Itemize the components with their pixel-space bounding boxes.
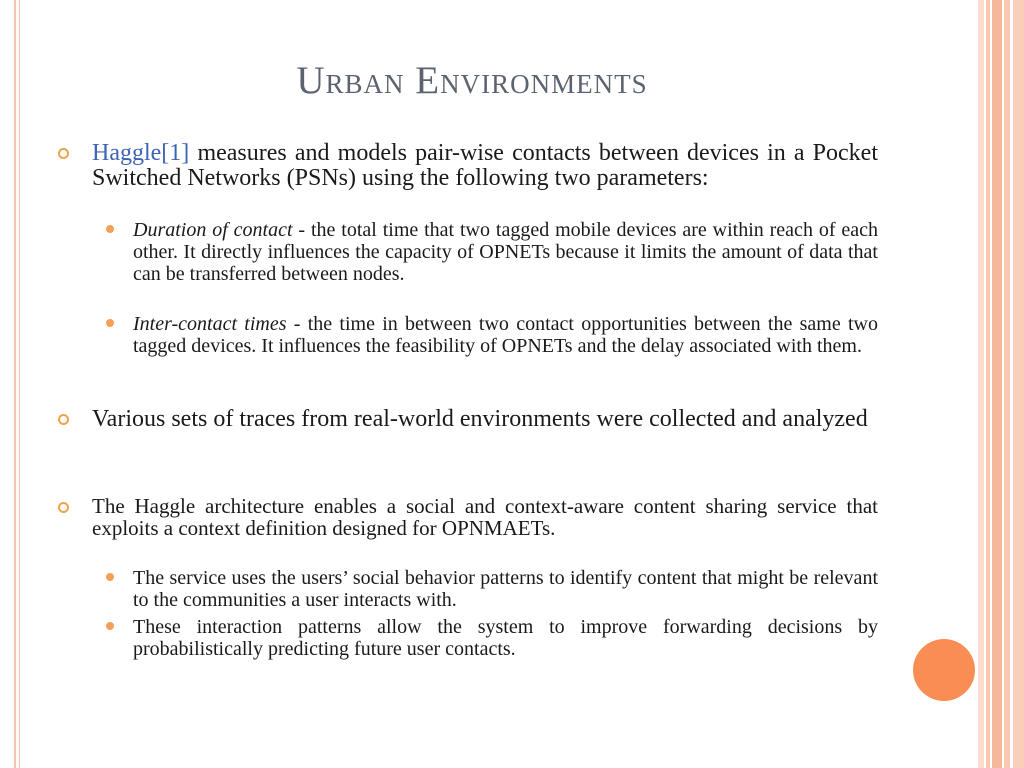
right-stripe xyxy=(1004,0,1010,768)
decorative-circle xyxy=(913,639,975,701)
right-stripe xyxy=(1013,0,1024,768)
sub-bullet-text: These interaction patterns allow the system to improve forwarding decisions by probabilistically predicting future user contacts. xyxy=(133,616,878,660)
sub-bullet-item xyxy=(100,219,878,285)
slide-title: Urban Environments xyxy=(296,59,648,102)
bullet-body: measures and models pair-wise contacts between devices in a Pocket Switched Networks (PSNs) using the following two parameters: xyxy=(92,140,878,191)
bullet-dot-icon xyxy=(106,225,114,233)
sub-bullet-text: The service uses the users’ social behavior patterns to identify content that might be relevant to the communities a user interacts with. xyxy=(133,567,878,611)
sub-bullet-item xyxy=(100,616,878,660)
bullet-ring-icon xyxy=(58,148,69,159)
right-stripe xyxy=(992,0,1002,768)
bullet-item xyxy=(60,495,878,539)
sub-bullet-item xyxy=(100,567,878,611)
sub-bullet-body: - the total time that two tagged mobile devices are within reach of each other. It directly influences the capacity of OPNETs because it limits the amount of data that can be transferred between nodes. xyxy=(133,219,878,285)
right-stripe xyxy=(978,0,984,768)
sub-bullet-body: - the time in between two contact opportunities between the same two tagged devices. It influences the feasibility of OPNETs and the delay associated with them. xyxy=(133,313,878,357)
term: Inter-contact times xyxy=(133,313,287,335)
term: Duration of contact xyxy=(133,219,293,241)
left-border-line xyxy=(14,0,16,768)
right-stripe xyxy=(986,0,990,768)
bullet-text xyxy=(92,141,878,191)
bullet-ring-icon xyxy=(58,502,69,513)
sub-bullet-text xyxy=(133,313,878,357)
bullet-text: Various sets of traces from real-world environments were collected and analyzed xyxy=(92,406,868,432)
sub-bullet-item xyxy=(100,313,878,357)
bullet-dot-icon xyxy=(106,622,114,630)
bullet-item xyxy=(60,407,878,432)
left-border-line-inner xyxy=(19,0,20,768)
bullet-ring-icon xyxy=(58,414,69,425)
sub-bullet-text xyxy=(133,219,878,285)
bullet-text: The Haggle architecture enables a social and context-aware content sharing service that exploits a context definition designed for OPNMAETs. xyxy=(92,494,878,540)
reference-link[interactable]: Haggle[1] xyxy=(92,140,190,166)
bullet-dot-icon xyxy=(106,319,114,327)
bullet-dot-icon xyxy=(106,573,114,581)
bullet-item xyxy=(60,141,878,191)
